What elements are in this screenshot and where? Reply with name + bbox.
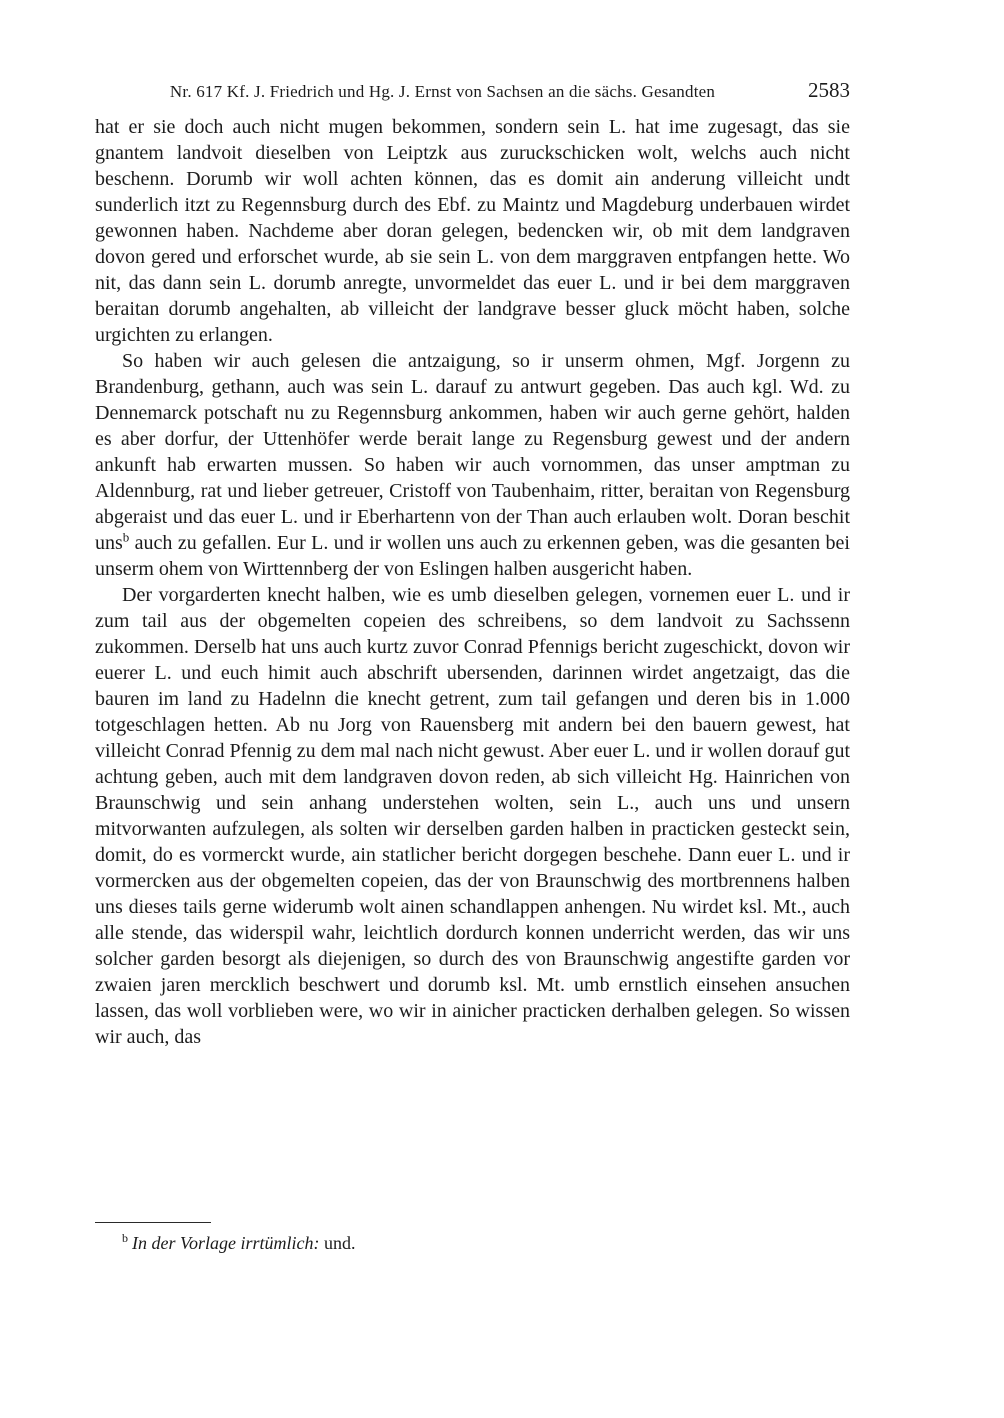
running-header: [95, 80, 850, 104]
paragraph-3: Der vorgarderten knecht halben, wie es umb dieselben gelegen, vornemen euer L. und ir zum tail aus der obgemelten copeien des schreibens, so dem landvoit zu Sachssenn zukommen. Derselb hat uns auch kurtz zuvor Conrad Pfennigs bericht zugeschickt, dovon wir euerer L. und euch himit auch abschrift ubersenden, darinnen wirdet angetzaigt, das die bauren im land zu Hadelnn die knecht getrent, zum tail gefangen und deren bis in 1.000 totgeschlagen hetten. Ab nu Jorg von Rauensberg mit andern bei den bauern gewest, hat villeicht Conrad Pfennig zu dem mal nach nicht gewust. Aber euer L. und ir wollen dorauf gut achtung geben, auch mit dem landgraven dovon reden, ab sich villeicht Hg. Hainrichen von Braunschwig und sein anhang understehen wolten, sein L., auch uns und unsern mitvorwanten aufzulegen, als solten wir derselben garden halben in practicken gesteckt sein, domit, do es vormerckt wurde, ain statlicher bericht dorgegen beschehe. Dann euer L. und ir vormercken aus der obgemelten copeien, das der von Braunschwig des mortbrennens halben uns dieses tails gerne widerumb wolt ainen schandlappen anhengen. Nu wirdet ksl. Mt., auch alle stende, das widerspil wahr, leichtlich dordurch konnen underricht werden, das wir uns solcher garden besorgt als diejenigen, so durch des von Braunschwig angestifte garden vor zwaien jaren mercklich beschwert und dorumb ksl. Mt. umb ernstlich einsehen ansuchen lassen, das woll vorblieben were, wo wir in ainicher practicken derhalben gelegen. So wissen wir auch, das: [95, 584, 850, 1048]
page-number: 2583: [808, 78, 850, 102]
footnote-cited-text: und.: [323, 1233, 356, 1253]
running-head-title: Nr. 617 Kf. J. Friedrich und Hg. J. Ernst von Sachsen an die sächs. Gesandten: [169, 82, 716, 101]
footnote-divider-rule: [95, 1222, 211, 1223]
paragraph-1: hat er sie doch auch nicht mugen bekommen, sondern sein L. hat ime zugesagt, das sie gnantem landvoit dieselben von Leiptzk aus zuruckschicken wolt, welchs auch nicht beschenn. Dorumb wir woll achten können, das es domit ain anderung villeicht undt sunderlich itzt zu Regennsburg durch des Ebf. zu Maintz und Magdeburg underbauen wirdet gewonnen haben. Nachdeme aber doran gelegen, bedencken wir, ob mit dem landgraven dovon gered und erforschet wurde, ab sie sein L. von dem marggraven entpfangen hette. Wo nit, das dann sein L. dorumb anregte, unvormeldet das euer L. und ir bei dem marggraven beraitan dorumb angehalten, ab villeicht der landgrave besser gluck möcht haben, solche urgichten zu erlangen.: [95, 116, 850, 346]
footnote-reference-b: b: [122, 529, 130, 545]
paragraph-2-text-continued: auch zu gefallen. Eur L. und ir wollen uns auch zu erkennen geben, was die gesanten bei unserm ohem von Wirttennberg der von Eslingen halben ausgericht haben.: [95, 532, 850, 580]
body-text: [95, 114, 850, 1050]
footnote-b: [95, 1231, 850, 1255]
footnote-marker-b: b: [122, 1231, 128, 1245]
footnote-area: [95, 1222, 850, 1255]
paragraph-2-text: So haben wir auch gelesen die antzaigung, so ir unserm ohmen, Mgf. Jorgenn zu Brandenburg, gethann, auch was sein L. darauf zu antwurt gegeben. Das auch kgl. Wd. zu Dennemarck potschaft nu zu Regennsburg ankommen, haben wir auch gerne gehört, halden es aber dorfur, der Uttenhöfer werde berait lange zu Regensburg gewest und der andern ankunft hab erwarten mussen. So haben wir auch vornommen, das unser amptman zu Aldennburg, rat und lieber getreuer, Cristoff von Taubenhaim, ritter, beraitan von Regensburg abgeraist und das euer L. und ir Eberhartenn von der Than auch erlauben wolt. Doran beschit uns: [95, 350, 850, 554]
paragraph-2: [95, 348, 850, 582]
footnote-editorial-note: In der Vorlage irrtümlich:: [132, 1233, 320, 1253]
